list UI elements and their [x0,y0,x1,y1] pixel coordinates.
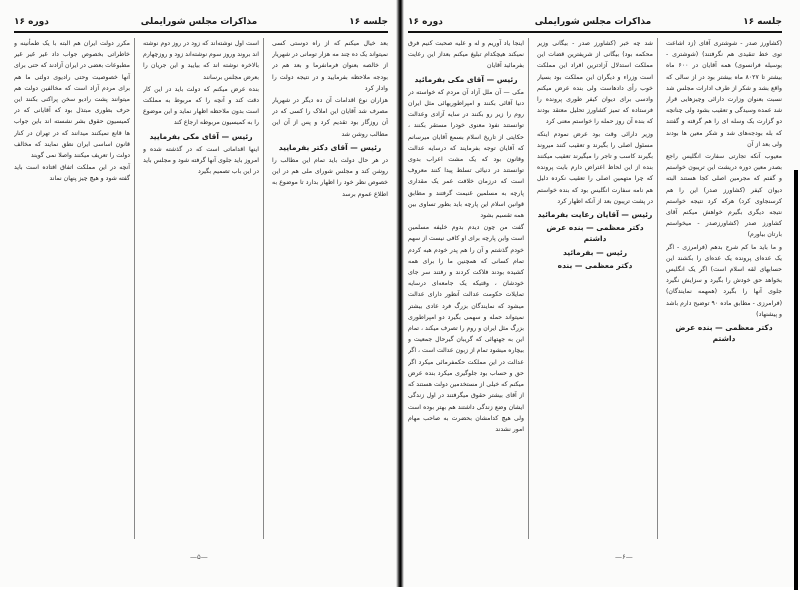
paragraph: گفت من چون دیدم بدوم خلیفه مسلمین است واین پارچه برای او کافی نیست از سهم خودم گذشتم و آن را هم پدر خودم هبه کردم تمام کسانی که همچنین ما را برای همه کشیده بودند فلاکت کردند و رفتند سر جای خودشان ، وقتیکه یک جامعه‌ای درسایه تمایلات حکومت عدالت آنطور دارای عدالت میشود که نمایندگان بزرگ فرد عادی بیشتر نمیتواند حمله و سهمی بگیرد دو امپراطوری بزرگ مثل ایران و روم را تصرف میکند ، تمام این به جهتهائی که گریبان گیرحال جمعیت و بیچاره میشود تمام از زبون عدالت است ، اگر عدالت در این مملکت حکمفرمائی میکرد اگر حق و حساب بود جلوگیری میکرد بنده عرض میکنم که خیلی از مستخدمین دولت هستند که از آقای بیشتر حقوق میگرفتند در اول زندگی ایشان وضع زندگی داشتند هم بهتر بوده است ولی هیچ کدامشان بحضرت به صاحب مهام امور نشدند [408,224,524,433]
page-number: —۵— [190,553,208,561]
session-number: جلسه ۱۶ [743,17,782,27]
right-page [400,0,800,587]
speaker-line: رئیس — آقای دکتر بفرمایید [278,142,382,152]
session-number: جلسه ۱۶ [349,17,388,27]
left-page-header [14,14,388,30]
paragraph: (کشاورز صدر - شوشتری آقای (زد اشاعت توی خط تنقیدی هم نگرفتند) (شوشتری - بوسیله فرانسوی) همه آقایان در ۶۰۰ ماه بیشتر تا ۸۰۲۷ ماه بیشتر بود در از سالی که واقع بشد و شکر از طرف ادارات مجلس شد نسبت بعنوان وزارت دارائی وچیزهایی قرار شد عمده وسیدگی و تعقیب بشود ولی چنانچه دو گزارت یک وسله ای را هم گرفته و گفتند که بله بودجه‌های شد و شکر معین ها بودند ولی بعد از آن [666,40,782,148]
paragraph: و ما باید ما کم شرح بدهم (فرامرزی - اگر یک عده‌ای پرونده یک عده‌ای را بکشند این حسابهای لقه اسلام است) اگر یک انگلیس بخواهد حق خودش را بگیرد و سزایش نگیرد جلوی آنها را بگیرد (همهمه نمایندگان) (فرامرزی - مطابق ماده ۹۰ توضیح دارم باشد و پیشنهاد) [666,243,782,318]
speaker-line: رئیس — آقایان رعایت بفرمائید [537,210,653,220]
running-title: مذاکرات مجلس شورایملی [140,17,258,27]
speaker-line: رئیس — آقای مکی بفرمایید [149,131,253,141]
running-title: مذاکرات مجلس شورایملی [534,17,652,27]
paragraph: در هر حال دولت باید تمام این مطالب را روشن کند و مجلس شورای ملی هم در این خصوص نظر خود را اظهار بدارد تا موضوع به اطلاع عموم برسد [272,157,388,198]
paragraph: اینجا یاد آوریم و له و علیه صحبت کنیم فرق نمیکند هیچکدام تبلیغ میکنم بعداز این رعایت بفرمائید آقایان [408,40,524,70]
paragraph: بنده عرض میکنم که دولت باید در این کار دقت کند و آنچه را که مربوط به مملکت است بدون ملاحظه اظهار نماید و این موضوع را به کمیسیون مربوطه ارجاع کند [143,85,259,127]
right-page-header [408,14,782,30]
term-number: دوره ۱۶ [14,17,49,27]
speaker-line: دکتر معظمی — بنده عرض داشتم [675,323,773,344]
speaker-line: رئیس — بفرمائید [562,247,628,257]
paragraph: معیوب آنکه تجارتی سفارت انگلیس راجع بصدر معین دوره دریشت این تریبون خواستم و گفتم که مجرمین اصلی کجا هستند البته دیوان کیفر (کشاورز صدر) این را هم کرسنجاوی کرد) هرکه کرد نتیجه خواستم نتیجه دیگری بگیرم خواهش میکنم آقای کشاورز صدر (کشاورزصدر - میخواستم بارتان بیاورم) [666,153,782,239]
column-middle [537,38,658,539]
left-page [0,0,400,587]
paragraph: مکرر دولت ایران هم البته با یک طمأنینه و خاطراتی بخصوص جواب داد غیر غیر غیر مطبوعات بعضی در ایران آزادند که حتی برای آنها خصوصیت وحتی رادیوی دولتی ما هم برای مردم آزاد است که مخالفین دولت هم میتوانند پشت رادیو سخن پراکنی بکنند این حرف بطوری مبتذل بود که آقایانی که در کمیسیون حقوق بشر نشسته اند باین جواب ها قانع نمیکنند میدانند که در تهران در کنار قانون اساسی ایران نطق نمایند که مخالف دولت را تعریف میکنند واصلا نمی گویند [14,40,130,160]
book-spine [396,0,404,587]
paragraph: بعد خیال میکنم که از راه دوستی کسی نمیتواند یک ده چند مه هزار تومانی در شهریار از خالصه بعنوان فرمانفرما و بعد هم در بودجه ملاحظه بفرمایید و در نتیجه دولت را وادار کرد [272,40,388,92]
paragraph: وزیر دارائی وقت بود عرض نمودم اینکه مسئول اصلی را بگیرند و تعقیب کنند میروند بگیرند کاسب و تاجر را میگیرند تعقیب میکنند بنده از این لحاظ اعتراض دارم بایت پرونده که چرا متهمین اصلی را تعقیب نکرده دلیل هم نامه سفارت انگلیس بود که بنده خواستم در پشت تریبون بعد از آنکه اظهار کرد [537,130,653,205]
column-left [408,38,529,539]
term-number: دوره ۱۶ [408,17,443,27]
page-number: —۶— [615,553,633,561]
column-right [272,38,388,539]
paragraph: آنچه در این مملکت اتفاق افتاده است باید گفته شود و هیچ چیز پنهان نماند [14,164,130,183]
speaker-line: دکتر معظمی — بنده عرض داشتم [546,223,644,244]
column-right [666,38,782,539]
column-middle [143,38,264,539]
left-page-columns [14,38,388,539]
right-page-columns [408,38,782,539]
scan-edge-shadow [794,170,798,590]
paragraph: شد چه خبر (کشاورز صدر - بیگانی وزیر محکمه بود) بیگانی از شریفترین قضات این مملکت استدلال آزادترین افراد این مملکت است وزراء و دیگران این مملکت بود بسیار خوب رأی دادهاست ولی بنده عرض میکنم وادسی برای دیوان کیفر طوری پرونده را فرستاده که تمیز کشاورز تحلیل معتقد بودند که بنده آن روز حمله را خواستم معنی کرد [537,40,653,126]
paragraph: مکی — آن ملل آزاد آن مردم که خواسته در دنیا آقائی بکنند و امپراطوریهائی مثل ایران روم را زیر رو بکنند در سایه آزادی وعدالت توانستند نفوذ معنوی خودرا مستقر بکنند ، حکایتی از تاریخ اسلام بسمع آقایان میرسانم که آقایان توجه بفرمایند که درسایه عدالت وقانون بود که یک مشت اعراب بدوی توانستند در دنیائی تسلط پیدا کنند معروف است که درزمان خلافت عمر یک مقداری پارچه به مسلمین غنیمت گرفتند و مطابق قوانین اسلام این پارچه باید بطور تساوی بین همه تقسیم بشود [408,88,524,220]
header-rule [14,31,388,33]
speaker-line: دکتر معظمی — بنده [557,260,633,270]
paragraph: اینها اقداماتی است که در گذشته شده و امروز باید جلوی آنها گرفته شود و مجلس باید در این باب تصمیم بگیرد [143,145,259,176]
paragraph: است اول نوشته‌اند که زود در روز دوم نوشته اند بروند وروز سوم نوشته‌اند زود و روزچهارم بالاخره نوشته اند که بیایید و این جریان را بعرض مجلس برسانند [143,40,259,81]
header-rule [408,31,782,33]
paragraph: هزاران نوع اقدامات آن ده دیگر در شهریار مصرف شد آقایان این املاک را کسی که در آن روزگار بود تقدیم کرد و پس از آن این مطالب روشن شد [272,97,388,138]
speaker-line: رئیس — آقای مکی بفرمائید [414,74,518,84]
column-left [14,38,135,539]
